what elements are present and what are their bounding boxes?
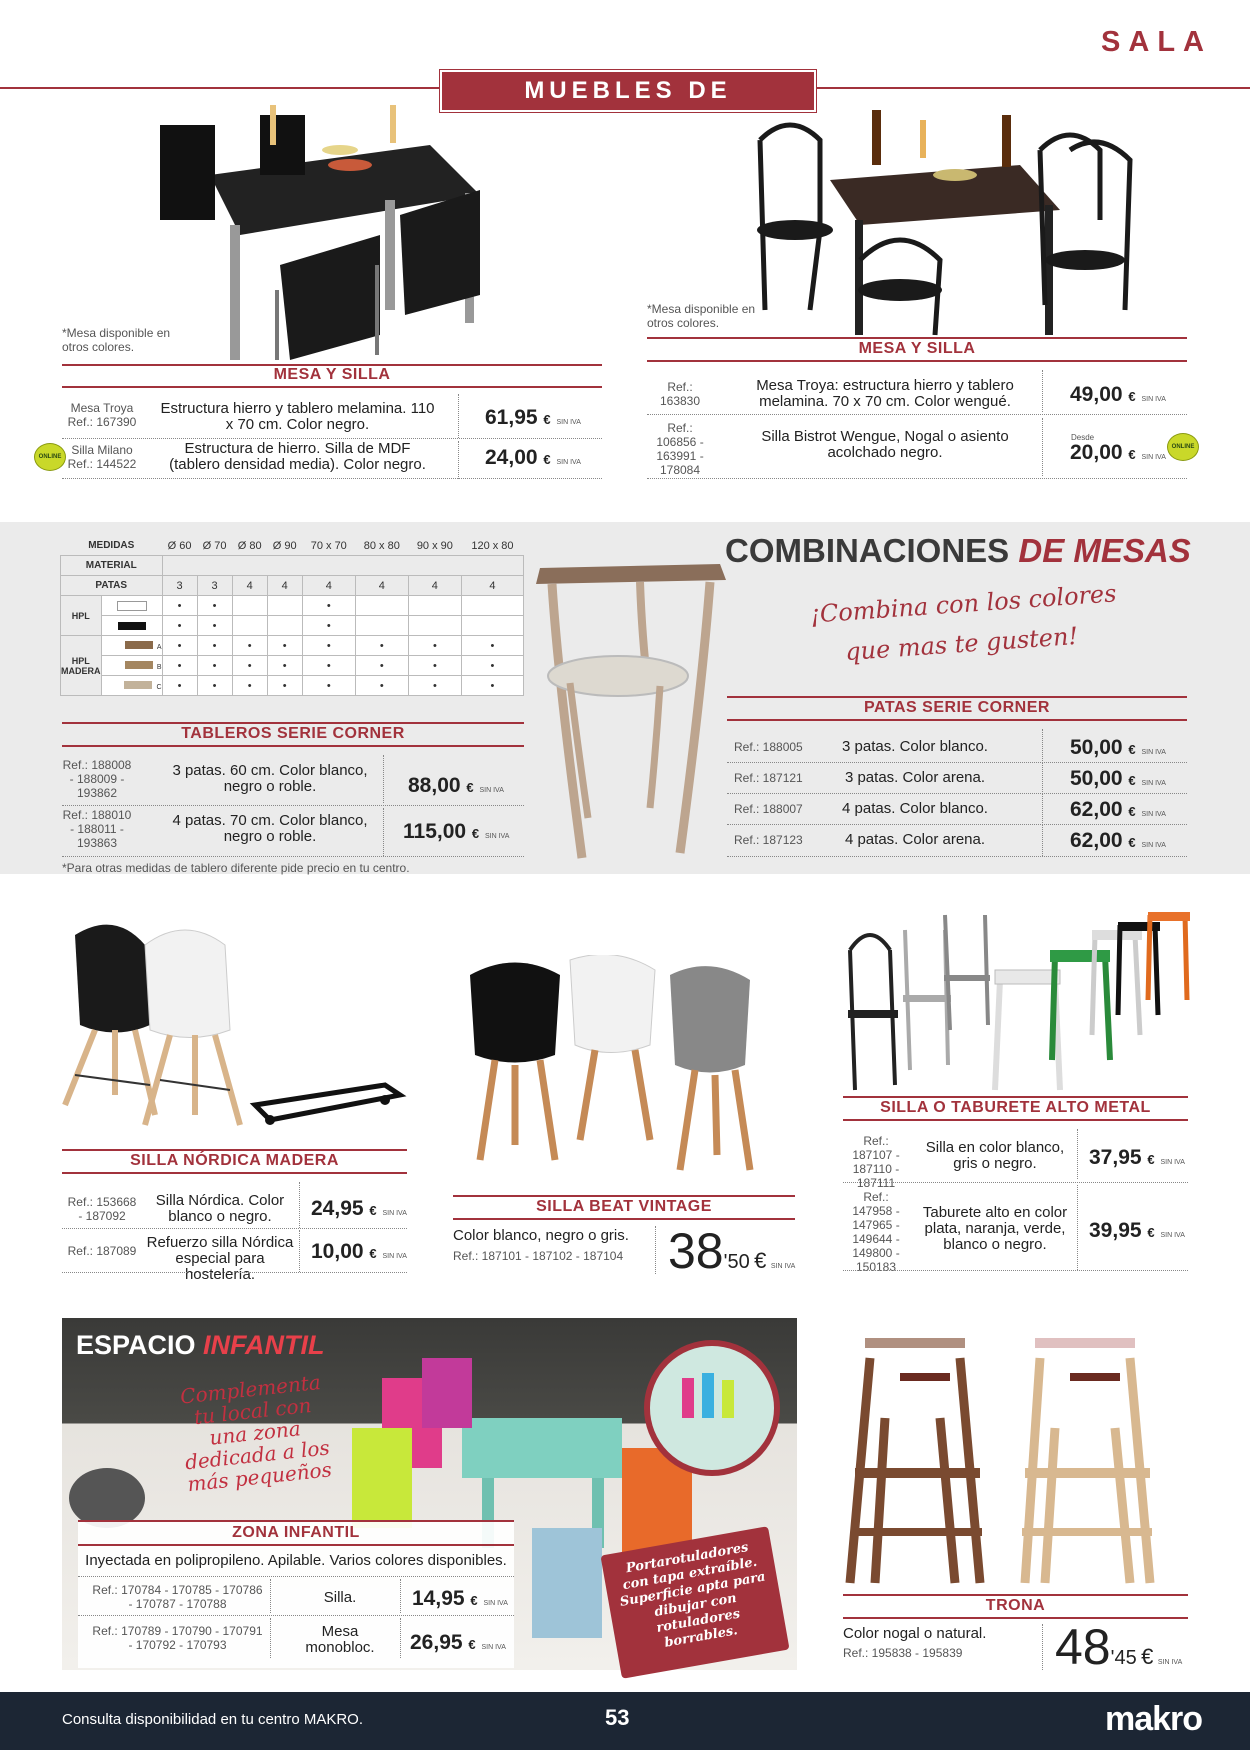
ref: Mesa Troya Ref.: 167390 [67, 401, 137, 429]
banner-b: INFANTIL [203, 1330, 325, 1360]
divider [458, 441, 460, 479]
divider [1042, 793, 1044, 825]
cell: • [267, 676, 302, 696]
desc: Taburete alto en color plata, naranja, verde, blanco o negro. [922, 1204, 1068, 1253]
cell: • [408, 676, 461, 696]
price [1070, 736, 1166, 760]
price-value: 24,00 [485, 446, 538, 469]
table-row [61, 656, 524, 676]
espacio-infantil-banner [76, 1330, 325, 1361]
patas-cell: 4 [408, 576, 461, 596]
row-divider [62, 478, 602, 479]
cell: • [197, 616, 232, 636]
swatch-white [101, 596, 162, 616]
divider [299, 1230, 301, 1272]
rule [453, 1218, 795, 1220]
price-value: 115,00 [403, 820, 467, 843]
cell: • [197, 656, 232, 676]
ref: Ref.: 188010 - 188011 - 193863 [62, 808, 132, 850]
divider [458, 394, 460, 438]
ref: Ref.: 187121 [734, 771, 803, 785]
ref: Ref.: 187089 [67, 1244, 137, 1258]
price-value: 50,00 [1070, 767, 1123, 790]
price-value: 24,95 [311, 1197, 364, 1220]
table-row [61, 676, 524, 696]
row-divider [62, 1228, 407, 1229]
zona-infantil-title: ZONA INFANTIL [232, 1524, 360, 1541]
currency: € [543, 412, 551, 427]
rule [62, 386, 602, 388]
size-cell: Ø 60 [167, 539, 192, 552]
price [311, 1197, 407, 1221]
cell: • [355, 636, 408, 656]
ref: Silla Milano Ref.: 144522 [67, 443, 137, 471]
patas-cell: 4 [232, 576, 267, 596]
tableros-title: TABLEROS SERIE CORNER [181, 725, 405, 742]
online-badge-icon: ONLINE [1167, 433, 1199, 461]
ref: Ref.: 187123 [734, 833, 803, 847]
price [1089, 1146, 1185, 1170]
size-cell: Ø 80 [237, 539, 262, 552]
iva: SIN IVA [1157, 1659, 1183, 1666]
cell: • [461, 676, 523, 696]
cell [232, 596, 267, 616]
ref: Ref.: 188005 [734, 740, 803, 754]
cell: • [162, 596, 197, 616]
divider [383, 755, 385, 803]
cell [232, 616, 267, 636]
iva: SIN IVA [1141, 780, 1166, 787]
desc: Estructura de hierro. Silla de MDF (tablero densidad media). Color negro. [169, 440, 426, 473]
currency: € [1147, 1152, 1155, 1167]
silla-beat-photo [455, 955, 795, 1180]
makro-logo: makro [1105, 1700, 1203, 1738]
divider [1042, 418, 1044, 476]
price-value: 14,95 [412, 1587, 465, 1610]
callout-text: Portarotuladores con tapa extraíble. Superficie apta para dibujar con rotuladores borrables. [618, 1540, 767, 1651]
cell: • [197, 636, 232, 656]
desc: 3 patas. Color arena. [844, 769, 986, 786]
swatch-madera-b [101, 656, 162, 676]
patas-cell: 4 [267, 576, 302, 596]
mesa-silla-title-1: MESA Y SILLA [273, 366, 391, 383]
swatch-black [101, 616, 162, 636]
divider [383, 808, 385, 856]
size-cell: Ø 90 [272, 539, 297, 552]
row-divider [78, 1576, 514, 1577]
row-divider [647, 478, 1187, 479]
cell [408, 616, 461, 636]
desc: 3 patas. Color blanco. [842, 738, 988, 755]
currency: € [1128, 773, 1136, 788]
beat-ref: Ref.: 187101 - 187102 - 187104 [453, 1249, 624, 1263]
currency: € [369, 1246, 377, 1261]
page-number: 53 [605, 1705, 630, 1730]
trona-title: TRONA [985, 1597, 1046, 1614]
nordica-title: SILLA NÓRDICA MADERA [130, 1152, 339, 1169]
table-row [61, 616, 524, 636]
currency: € [1141, 1644, 1154, 1669]
price-value: 88,00 [408, 774, 461, 797]
row-divider [78, 1615, 514, 1616]
patas-label: PATAS [61, 576, 163, 596]
rule [647, 360, 1187, 362]
desc: Refuerzo silla Nórdica especial para hostelería. [146, 1234, 294, 1283]
corner-table-photo [530, 558, 730, 868]
price-value: 39,95 [1089, 1219, 1142, 1242]
currency: € [466, 780, 474, 795]
price-value: 49,00 [1070, 383, 1123, 406]
patas-cell: 4 [355, 576, 408, 596]
cell [461, 616, 523, 636]
row-divider [62, 805, 524, 806]
currency: € [1128, 835, 1136, 850]
trona-photo [840, 1318, 1185, 1588]
divider [400, 1618, 402, 1658]
mesa-silla-title-2: MESA Y SILLA [858, 340, 976, 357]
cell: • [267, 636, 302, 656]
swatch-madera-a [101, 636, 162, 656]
currency: € [1128, 742, 1136, 757]
currency: € [1128, 804, 1136, 819]
beat-desc: Color blanco, negro o gris. [453, 1227, 629, 1244]
iva: SIN IVA [556, 459, 581, 466]
combinaciones-title-a: COMBINACIONES [725, 532, 1010, 569]
divider [1077, 1129, 1079, 1179]
row-divider [727, 762, 1187, 763]
medidas-table [60, 536, 524, 696]
tableros-footnote: *Para otras medidas de tablero diferente pide precio en tu centro. [62, 861, 410, 875]
desc: 3 patas. 60 cm. Color blanco, negro o roble. [172, 762, 368, 795]
iva: SIN IVA [1160, 1232, 1185, 1239]
trona-price [1055, 1619, 1183, 1675]
cell: • [197, 596, 232, 616]
iva: SIN IVA [382, 1210, 407, 1217]
cell [461, 596, 523, 616]
cell: • [197, 676, 232, 696]
price [1089, 1219, 1185, 1243]
rule [62, 1172, 407, 1174]
cell: • [232, 676, 267, 696]
iva: SIN IVA [1141, 842, 1166, 849]
material-label: MATERIAL [61, 556, 163, 576]
price [485, 446, 581, 470]
rule [62, 1149, 407, 1151]
desc: Estructura hierro y tablero melamina. 110 x 70 cm. Color negro. [160, 400, 435, 433]
cell: • [162, 636, 197, 656]
desc: Silla en color blanco, gris o negro. [925, 1139, 1065, 1172]
row-divider [727, 856, 1187, 857]
row-divider [727, 793, 1187, 794]
madera-code: A [156, 643, 162, 651]
row-divider [62, 856, 524, 857]
price [408, 774, 504, 798]
rule [647, 337, 1187, 339]
cell: • [302, 596, 355, 616]
cell: • [162, 616, 197, 636]
trona-ref: Ref.: 195838 - 195839 [843, 1646, 963, 1660]
price-int: 38 [668, 1223, 724, 1279]
cell [355, 596, 408, 616]
ref: Ref.: 170784 - 170785 - 170786 - 170787 - 170788 [92, 1583, 263, 1611]
size-cell: 70 x 70 [310, 539, 347, 552]
cell: • [461, 636, 523, 656]
metal-title: SILLA O TABURETE ALTO METAL [880, 1099, 1151, 1116]
price [1070, 798, 1166, 822]
patas-title: PATAS SERIE CORNER [864, 699, 1050, 716]
rule [62, 722, 524, 724]
rule [727, 696, 1187, 698]
divider [1042, 762, 1044, 794]
price-dec: '50 [723, 1251, 750, 1273]
cell: • [355, 656, 408, 676]
row-divider [843, 1182, 1188, 1183]
cell [267, 596, 302, 616]
size-cell: 80 x 80 [363, 539, 400, 552]
rule [843, 1119, 1188, 1121]
currency: € [471, 826, 480, 841]
hpl-label: HPL [61, 596, 102, 636]
divider [655, 1226, 657, 1274]
ref: Ref.: 163830 [659, 380, 701, 408]
price [485, 406, 581, 430]
patas-cell: 4 [302, 576, 355, 596]
cell [355, 616, 408, 636]
divider [1042, 729, 1044, 761]
price-value: 61,95 [485, 406, 538, 429]
divider [299, 1182, 301, 1228]
rule [453, 1195, 795, 1197]
ref: Ref.: 188007 [734, 802, 803, 816]
cell: • [232, 656, 267, 676]
iva: SIN IVA [483, 1600, 508, 1607]
currency: € [754, 1248, 767, 1273]
desc: Silla Bistrot Wengue, Nogal o asiento acolchado negro. [761, 428, 1009, 461]
row-divider [727, 824, 1187, 825]
iva: SIN IVA [556, 419, 581, 426]
cell: • [162, 676, 197, 696]
cell: • [461, 656, 523, 676]
table-row [61, 636, 524, 656]
size-cell: 90 x 90 [416, 539, 453, 552]
price-dec: '45 [1110, 1647, 1137, 1669]
combinaciones-title [725, 532, 1191, 570]
price [1070, 383, 1166, 407]
cell: • [355, 676, 408, 696]
cell: • [302, 656, 355, 676]
infantil-script: Complementa tu local con una zona dedicada a los más pequeños [179, 1369, 333, 1497]
patas-cell: 3 [162, 576, 197, 596]
desc: Mesa monobloc. [305, 1623, 375, 1656]
cell: • [408, 636, 461, 656]
price-int: 48 [1055, 1619, 1111, 1675]
rule [727, 719, 1187, 721]
currency: € [543, 452, 551, 467]
rule [62, 745, 524, 747]
iva: SIN IVA [770, 1263, 796, 1270]
zona-infantil-header [78, 1522, 514, 1544]
desc: Silla Nórdica. Color blanco o negro. [155, 1192, 285, 1225]
ref: Ref.: 153668 - 187092 [67, 1195, 137, 1223]
rule [843, 1096, 1188, 1098]
table-row [61, 536, 524, 556]
table-row [61, 556, 524, 576]
price-value: 10,00 [311, 1240, 364, 1263]
mesa-note-1: *Mesa disponible en otros colores. [62, 326, 171, 354]
mesa-silla-negro-photo [150, 105, 530, 365]
row-divider [843, 1270, 1188, 1271]
iva: SIN IVA [485, 833, 510, 840]
price [1070, 767, 1166, 791]
ref: Ref.: 147958 - 147965 - 149644 - 149800 - 150183 [852, 1190, 900, 1274]
ref: Ref.: 170789 - 170790 - 170791 - 170792 - 170793 [92, 1624, 263, 1652]
divider [270, 1618, 272, 1658]
combinaciones-title-b: DE MESAS [1018, 532, 1191, 569]
desc: Silla. [323, 1589, 357, 1606]
cell: • [302, 676, 355, 696]
price-value: 26,95 [410, 1631, 463, 1654]
medidas-label: MEDIDAS [88, 540, 135, 551]
divider [400, 1579, 402, 1613]
beat-price [668, 1223, 796, 1279]
trona-desc: Color nogal o natural. [843, 1625, 987, 1642]
iva: SIN IVA [1141, 749, 1166, 756]
iva: SIN IVA [1141, 454, 1166, 461]
row-divider [647, 414, 1187, 415]
beat-title: SILLA BEAT VINTAGE [536, 1198, 712, 1215]
price [311, 1240, 407, 1264]
price [410, 1631, 506, 1655]
divider [1077, 1185, 1079, 1270]
iva: SIN IVA [479, 787, 504, 794]
desc: Mesa Troya: estructura hierro y tablero melamina. 70 x 70 cm. Color wengué. [756, 377, 1014, 410]
iva: SIN IVA [481, 1644, 506, 1651]
mesa-note-2: *Mesa disponible en otros colores. [647, 302, 756, 330]
desc: 4 patas. Color arena. [844, 831, 986, 848]
row-divider [62, 438, 602, 439]
currency: € [468, 1637, 476, 1652]
price-value: 62,00 [1070, 798, 1123, 821]
price [403, 820, 509, 844]
combina-script-2: que mas te gusten! [844, 621, 1079, 667]
desc: 4 patas. 70 cm. Color blanco, negro o roble. [172, 812, 368, 845]
ref: Ref.: 106856 - 163991 - 178084 [656, 421, 704, 477]
banner-text: MUEBLES DE INTERIOR [524, 77, 732, 142]
swatch-madera-c [101, 676, 162, 696]
divider [1042, 824, 1044, 856]
banner-a: ESPACIO [76, 1330, 196, 1360]
cell: • [302, 616, 355, 636]
cell: • [162, 656, 197, 676]
online-badge-icon: ONLINE [34, 443, 66, 471]
footer-note: Consulta disponibilidad en tu centro MAKRO. [62, 1711, 363, 1728]
silla-nordica-photo [55, 915, 415, 1145]
cell: • [408, 656, 461, 676]
size-cell: 120 x 80 [471, 539, 514, 552]
currency: € [470, 1593, 478, 1608]
price-value: 20,00 [1070, 441, 1123, 464]
price-value: 62,00 [1070, 829, 1123, 852]
iva: SIN IVA [382, 1253, 407, 1260]
price [1070, 441, 1166, 465]
cell: • [267, 656, 302, 676]
cell: • [302, 636, 355, 656]
table-row [61, 576, 524, 596]
taburete-metal-photo [840, 910, 1195, 1095]
divider [1042, 370, 1044, 412]
size-cell: Ø 70 [202, 539, 227, 552]
table-row [61, 596, 524, 616]
rule [843, 1594, 1188, 1596]
divider [1042, 1624, 1044, 1670]
iva: SIN IVA [1160, 1159, 1185, 1166]
combina-script-1: ¡Combina con los colores [809, 579, 1118, 629]
cell: • [232, 636, 267, 656]
ref: Ref.: 187107 - 187110 - 187111 [852, 1134, 900, 1190]
desc: 4 patas. Color blanco. [842, 800, 988, 817]
zona-infantil-intro: Inyectada en polipropileno. Apilable. Varios colores disponibles. [85, 1552, 507, 1569]
cell [408, 596, 461, 616]
madera-code: B [156, 663, 162, 671]
hpl-madera-label: HPL MADERA [61, 636, 102, 696]
price-value: 37,95 [1089, 1146, 1142, 1169]
iva: SIN IVA [1141, 396, 1166, 403]
patas-cell: 4 [461, 576, 523, 596]
patas-cell: 3 [197, 576, 232, 596]
divider [270, 1579, 272, 1613]
price [412, 1587, 508, 1611]
price [1070, 829, 1166, 853]
price-value: 50,00 [1070, 736, 1123, 759]
currency: € [1147, 1225, 1155, 1240]
ref: Ref.: 188008 - 188009 - 193862 [62, 758, 132, 800]
iva: SIN IVA [1141, 811, 1166, 818]
currency: € [369, 1203, 377, 1218]
currency: € [1128, 389, 1136, 404]
mesa-troya-bistrot-photo [740, 110, 1160, 340]
row-divider [62, 1272, 407, 1273]
madera-code: C [156, 683, 162, 691]
cell [267, 616, 302, 636]
price-prefix: Desde [1071, 433, 1095, 442]
currency: € [1128, 447, 1136, 462]
section-title: SALA [1101, 26, 1212, 58]
rule [843, 1617, 1188, 1619]
